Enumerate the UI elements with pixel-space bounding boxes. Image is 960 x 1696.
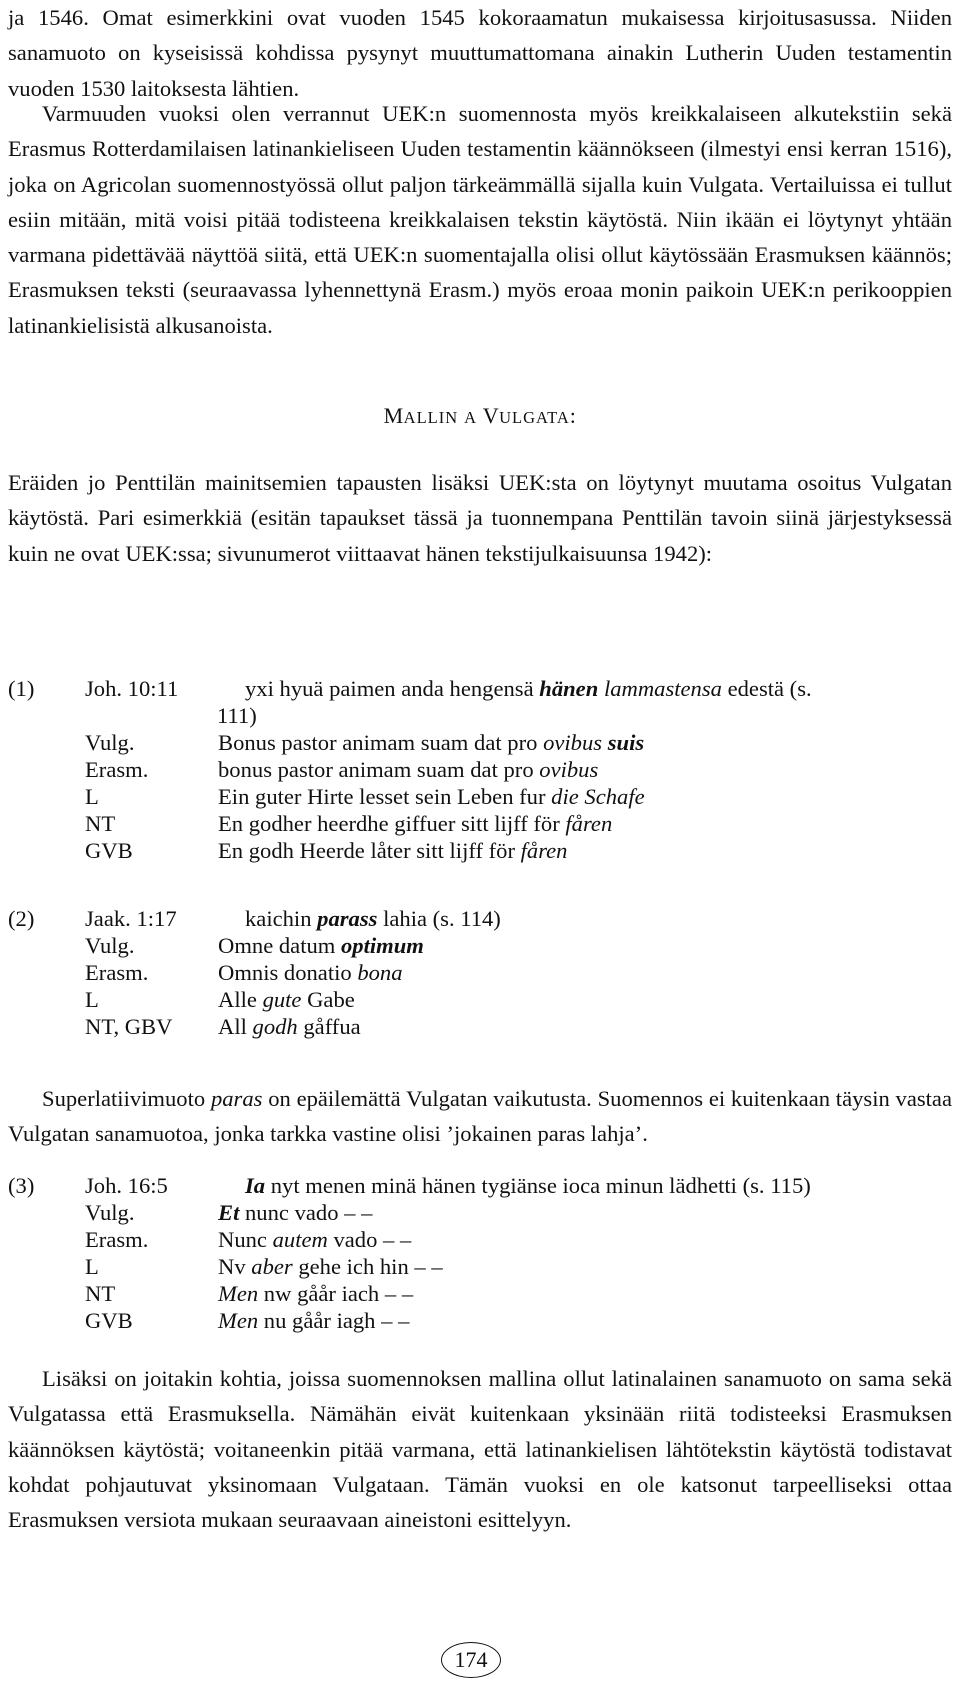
example-text-part: Alle [218, 987, 263, 1012]
example-text [218, 1199, 372, 1226]
example-text-part: Ein guter Hirte lesset sein Leben fur [218, 784, 552, 809]
example-text-part: nu gåår iagh – – [258, 1308, 410, 1333]
example-line [8, 1199, 952, 1226]
example-source-ref: Vulg. [85, 1200, 135, 1225]
example-text-part: lammastensa [603, 676, 722, 701]
example-line [8, 1253, 952, 1280]
example-source-ref: Erasm. [85, 757, 149, 782]
example-2 [8, 905, 952, 1040]
example-text [245, 905, 501, 932]
heading-colon: : [569, 403, 577, 428]
example-text-part: En godh Heerde låter sitt lijff för [218, 838, 521, 863]
section-heading [0, 403, 960, 429]
example-line [8, 1280, 952, 1307]
example-line [8, 729, 952, 756]
example-source-ref: Joh. 10:11 [85, 676, 179, 701]
example-text-part: Nunc [218, 1227, 273, 1252]
example-source-ref: Vulg. [85, 730, 135, 755]
example-text-part: ovibus [543, 730, 603, 755]
example-number: (3) [8, 1173, 35, 1198]
example-line [8, 783, 952, 810]
paragraph-superlative [8, 1081, 952, 1152]
example-text [218, 959, 403, 986]
example-text [218, 1013, 361, 1040]
example-text-part: godh [252, 1014, 298, 1039]
example-text-part: gåffua [297, 1014, 361, 1039]
example-source-ref: NT [85, 811, 116, 836]
example-text-part: ovibus [539, 757, 599, 782]
example-source-ref: L [85, 784, 99, 809]
example-text-part: Omne datum [218, 933, 341, 958]
example-text-part: aber [251, 1254, 293, 1279]
example-text-part: vado – – [327, 1227, 412, 1252]
example-text-part: nunc vado – – [239, 1200, 373, 1225]
example-text [218, 810, 612, 837]
example-source-ref: Vulg. [85, 933, 135, 958]
example-text [218, 756, 598, 783]
heading-initial-m: M [383, 403, 404, 428]
example-text-part: bonus pastor animam suam dat pro [218, 757, 540, 782]
example-text-part: 111) [217, 703, 257, 728]
example-text-part: nyt menen minä hänen tygiänse ioca minun lädhetti (s. 115) [265, 1173, 811, 1198]
example-text-part: Omnis donatio [218, 960, 358, 985]
paragraph-penttila: Eräiden jo Penttilän mainitsemien tapausten lisäksi UEK:sta on löytynyt muutama osoitus Vulgatan käytöstä. Pari esimerkkiä (esitän tapaukset tässä ja tuonnempana Penttilän tavoin siinä järjestyksessä kuin ne ovat UEK:ssa; sivunumerot viittaavat hänen tekstijulkaisuunsa 1942): [8, 470, 952, 566]
example-text [218, 1280, 413, 1307]
example-line [8, 675, 952, 702]
example-text [218, 1253, 443, 1280]
example-text [218, 729, 644, 756]
example-source-ref: NT [85, 1281, 116, 1306]
example-text-part: gute [262, 987, 302, 1012]
example-line [8, 959, 952, 986]
example-line [8, 756, 952, 783]
example-number: (2) [8, 906, 35, 931]
example-text [245, 1172, 811, 1199]
example-line [8, 1226, 952, 1253]
example-text-part: fåren [520, 838, 568, 863]
example-text-part: lahia (s. 114) [377, 906, 501, 931]
example-source-ref: Jaak. 1:17 [85, 906, 177, 931]
example-text-part: Nv [218, 1254, 252, 1279]
example-line [8, 1307, 952, 1334]
example-text-part: optimum [341, 933, 424, 958]
example-text-part: Et [218, 1200, 240, 1225]
example-text-part: autem [272, 1227, 328, 1252]
example-3 [8, 1172, 952, 1334]
example-source-ref: NT, GBV [85, 1014, 173, 1039]
example-text [218, 986, 355, 1013]
heading-a: A [464, 408, 478, 427]
example-text-part: bona [357, 960, 403, 985]
example-text-part: gehe ich hin – – [292, 1254, 443, 1279]
example-text-part: En godher heerdhe giffuer sitt lijff för [218, 811, 566, 836]
example-line [8, 1172, 952, 1199]
example-text [218, 1307, 409, 1334]
superlative-word: paras [210, 1086, 263, 1111]
example-text [218, 783, 645, 810]
example-line [8, 1013, 952, 1040]
example-source-ref: Erasm. [85, 1227, 149, 1252]
example-line [8, 810, 952, 837]
heading-allin: ALLIN [403, 408, 459, 427]
example-line [8, 932, 952, 959]
example-source-ref: GVB [85, 838, 133, 863]
example-text-part: edestä (s. [721, 676, 812, 701]
heading-initial-v: V [482, 403, 500, 428]
example-text-part: Men [218, 1308, 259, 1333]
example-text [218, 1226, 411, 1253]
page-number: 174 [441, 1642, 501, 1678]
example-text-part: Men [218, 1281, 259, 1306]
example-line [8, 986, 952, 1013]
example-text-part: yxi hyuä paimen anda hengensä [245, 676, 540, 701]
example-source-ref: L [85, 1254, 99, 1279]
example-text-part: fåren [565, 811, 613, 836]
example-number: (1) [8, 676, 35, 701]
example-line [8, 905, 952, 932]
example-text-part: parass [317, 906, 378, 931]
example-text-part: suis [607, 730, 645, 755]
example-text-part: Ia [245, 1173, 266, 1198]
example-text [245, 675, 812, 702]
example-text-part: die Schafe [551, 784, 645, 809]
example-1 [8, 675, 952, 864]
paragraph-intro-tail: ja 1546. Omat esimerkkini ovat vuoden 1545 kokoraamatun mukaisessa kirjoitusasussa. Niiden sanamuoto on kyseisissä kohdissa pysynyt muuttumattomana ainakin Lutherin Uuden testamentin vuoden 1530 laitoksesta lähtien. [8, 5, 952, 101]
example-line [8, 702, 952, 729]
example-text [217, 702, 257, 729]
example-source-ref: Erasm. [85, 960, 149, 985]
example-text-part: All [218, 1014, 253, 1039]
heading-ulgata: ULGATA [499, 408, 570, 427]
example-source-ref: GVB [85, 1308, 133, 1333]
example-text-part: nw gåår iach – – [258, 1281, 414, 1306]
superlative-before: Superlatiivimuoto [42, 1086, 211, 1111]
example-source-ref: Joh. 16:5 [85, 1173, 168, 1198]
example-text [218, 837, 567, 864]
superlative-after: on epäilemättä Vulgatan vaikutusta. Suomennos ei kuitenkaan täysin vastaa Vulgatan sanamuotoa, jonka tarkka vastine olisi ’jokainen paras lahja’. [8, 1086, 952, 1147]
paragraph-comparison: Varmuuden vuoksi olen verrannut UEK:n suomennosta myös kreikkalaiseen alkutekstiin sekä Erasmus Rotterdamilaisen latinankieliseen Uuden testamentin käännökseen (ilmestyi ensi kerran 1516), joka on Agricolan suomennostyössä ollut paljon tärkeämmällä sijalla kuin Vulgata. Vertailuissa ei tullut esiin mitään, mitä voisi pitää todisteena kreikkalaisen tekstin käytöstä. Niin ikään ei löytynyt yhtään varmana pidettävää näyttöä siitä, että UEK:n suomentajalla olisi ollut käytössään Erasmuksen käännös; Erasmuksen teksti (seuraavassa lyhennettynä Erasm.) myös eroaa monin paikoin UEK:n perikooppien latinankielisistä alkusanoista. [8, 101, 952, 338]
example-text-part: Bonus pastor animam suam dat pro [218, 730, 544, 755]
example-text-part: kaichin [245, 906, 318, 931]
paragraph-closing: Lisäksi on joitakin kohtia, joissa suomennoksen mallina ollut latinalainen sanamuoto on sama sekä Vulgatassa että Erasmuksella. Nämähän eivät kuitenkaan yksinään riitä todisteeksi Erasmuksen käännöksen käytöstä; voitaneenkin pitää varmana, että latinankielisen lähtötekstin käytöstä todistavat kohdat pohjautuvat yksinomaan Vulgataan. Tämän vuoksi en ole katsonut tarpeelliseksi ottaa Erasmuksen versiota mukaan seuraavaan aineistoni esittelyyn. [8, 1366, 952, 1533]
example-text-part: Gabe [301, 987, 355, 1012]
example-source-ref: L [85, 987, 99, 1012]
example-line [8, 837, 952, 864]
example-text [218, 932, 424, 959]
example-text-part: hänen [539, 676, 599, 701]
